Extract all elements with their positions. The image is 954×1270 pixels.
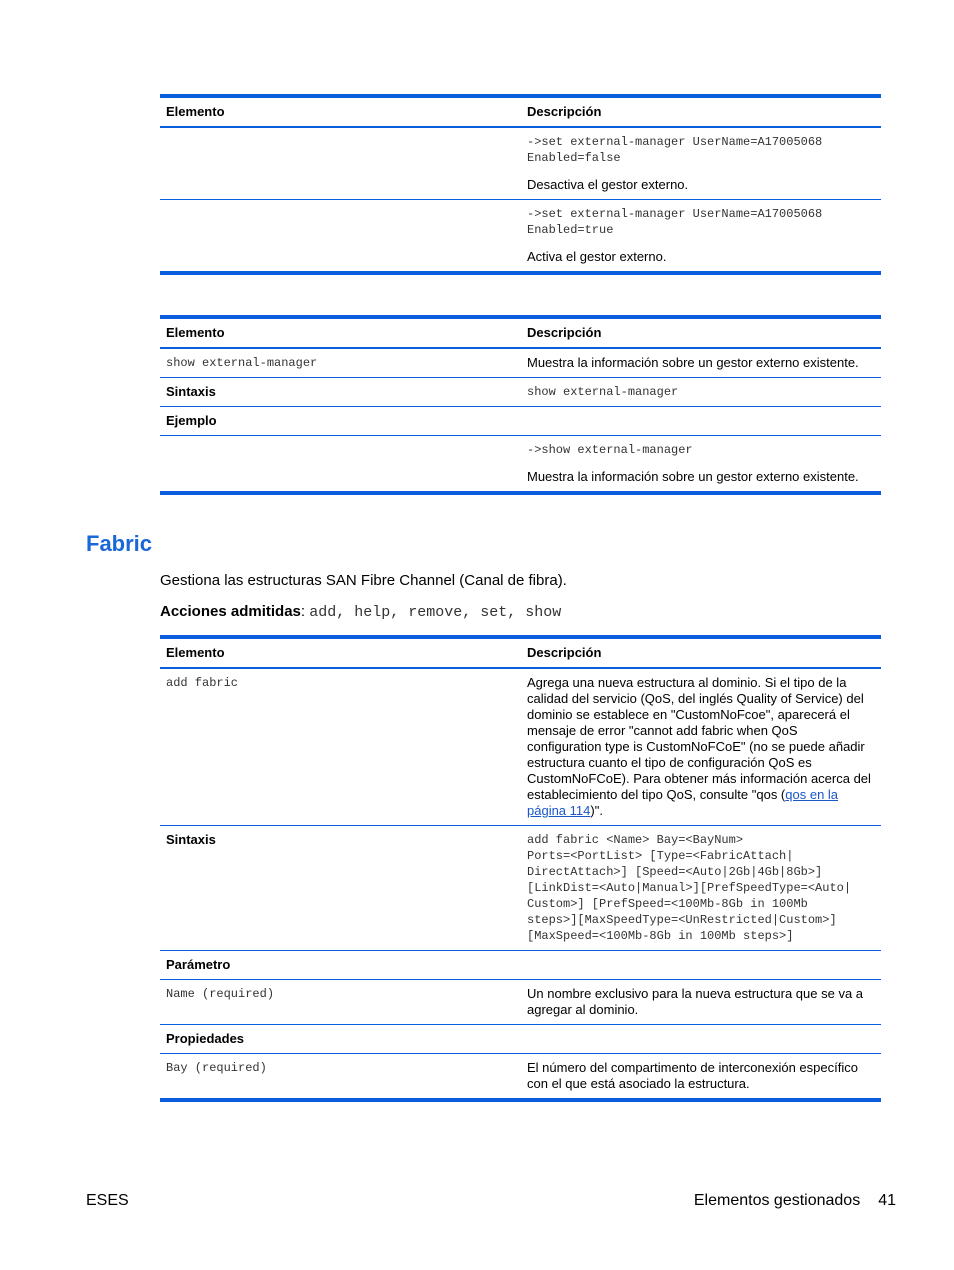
table-row bbox=[160, 378, 881, 407]
table-row bbox=[160, 980, 881, 1025]
header-descripcion: Descripción bbox=[527, 104, 602, 119]
cell-description: El número del compartimento de interconexión específico con el que está asociado la estructura. bbox=[527, 1060, 858, 1091]
table-cell bbox=[521, 436, 881, 491]
row-label-ejemplo: Ejemplo bbox=[166, 413, 217, 428]
header-elemento: Elemento bbox=[166, 645, 225, 660]
command-name: add fabric bbox=[166, 676, 239, 690]
code-example: ->set external-manager UserName=A17005068 Enabled=false bbox=[527, 135, 823, 165]
actions-separator: : bbox=[300, 603, 310, 620]
table-header bbox=[160, 319, 881, 349]
table-row bbox=[160, 1054, 881, 1098]
cell-description: Activa el gestor externo. bbox=[527, 249, 667, 264]
header-elemento: Elemento bbox=[166, 104, 225, 119]
table-cell-empty bbox=[160, 128, 521, 199]
cell-description: Muestra la información sobre un gestor externo existente. bbox=[527, 355, 859, 370]
table-cell bbox=[521, 200, 881, 271]
table-row bbox=[160, 407, 881, 436]
cell-description: Desactiva el gestor externo. bbox=[527, 177, 689, 192]
section-intro: Gestiona las estructuras SAN Fibre Channel (Canal de fibra). bbox=[160, 572, 567, 589]
header-descripcion: Descripción bbox=[527, 325, 602, 340]
section-title: Fabric bbox=[86, 531, 153, 556]
cell-description: Agrega una nueva estructura al dominio. Si el tipo de la calidad del servicio (QoS, del inglés Quality of Service) del dominio se establece en "CustomNoFcoe", aparecerá el mensaje de error "cannot add fabric when QoS configuration type is CustomNoFCoE" (no se puede añadir estructura cuanto el tipo de configuración QoS es CustomNoFCoE). Para obtener más información acerca del establecimiento del tipo QoS, consulte "qos (qos en la página 114)". bbox=[527, 675, 871, 818]
row-label-sintaxis: Sintaxis bbox=[166, 384, 216, 399]
table-set-external-manager bbox=[160, 94, 881, 275]
syntax-code: add fabric <Name> Bay=<BayNum> Ports=<PortList> [Type=<FabricAttach| DirectAttach>] [Speed=<Auto|2Gb|4Gb|8Gb>] [LinkDist=<Auto|Manual>][PrefSpeedType=<Auto| Custom>] [PrefSpeed=<100Mb-8Gb in 100Mb steps>][MaxSpeedType=<UnRestricted|Custom>] [MaxSpeed=<100Mb-8Gb in 100Mb steps>] bbox=[527, 833, 852, 943]
table-cell-empty bbox=[160, 200, 521, 271]
table-row bbox=[160, 951, 881, 980]
table-header bbox=[160, 98, 881, 128]
table-header bbox=[160, 639, 881, 669]
table-row bbox=[160, 349, 881, 378]
table-fabric bbox=[160, 635, 881, 1102]
row-label-propiedades: Propiedades bbox=[166, 1031, 245, 1046]
cell-description: Un nombre exclusivo para la nueva estructura que se va a agregar al dominio. bbox=[527, 986, 864, 1017]
parameter-name: Name (required) bbox=[166, 987, 275, 1001]
table-row bbox=[160, 128, 881, 200]
command-name: show external-manager bbox=[166, 356, 318, 370]
footer-page-info bbox=[694, 1192, 896, 1210]
syntax-code: show external-manager bbox=[527, 385, 679, 399]
table-cell bbox=[521, 128, 881, 199]
footer-locale: ESES bbox=[86, 1192, 129, 1209]
row-label-parametro: Parámetro bbox=[166, 957, 231, 972]
table-row bbox=[160, 436, 881, 491]
header-elemento: Elemento bbox=[166, 325, 225, 340]
code-example: ->show external-manager bbox=[527, 443, 693, 457]
actions-list: add, help, remove, set, show bbox=[309, 604, 562, 621]
table-row bbox=[160, 200, 881, 271]
page-number: 41 bbox=[878, 1192, 896, 1209]
property-name: Bay (required) bbox=[166, 1061, 267, 1075]
table-row bbox=[160, 1025, 881, 1054]
actions-label: Acciones admitidas bbox=[160, 603, 301, 620]
page-reference-link[interactable]: qos en la página 114 bbox=[527, 787, 839, 818]
cell-description: Muestra la información sobre un gestor externo existente. bbox=[527, 469, 859, 484]
header-descripcion: Descripción bbox=[527, 645, 602, 660]
table-row bbox=[160, 669, 881, 826]
code-example: ->set external-manager UserName=A17005068 Enabled=true bbox=[527, 207, 823, 237]
supported-actions bbox=[160, 603, 561, 621]
table-show-external-manager bbox=[160, 315, 881, 495]
table-row bbox=[160, 826, 881, 951]
row-label-sintaxis: Sintaxis bbox=[166, 832, 216, 847]
footer-section: Elementos gestionados bbox=[693, 1192, 861, 1209]
